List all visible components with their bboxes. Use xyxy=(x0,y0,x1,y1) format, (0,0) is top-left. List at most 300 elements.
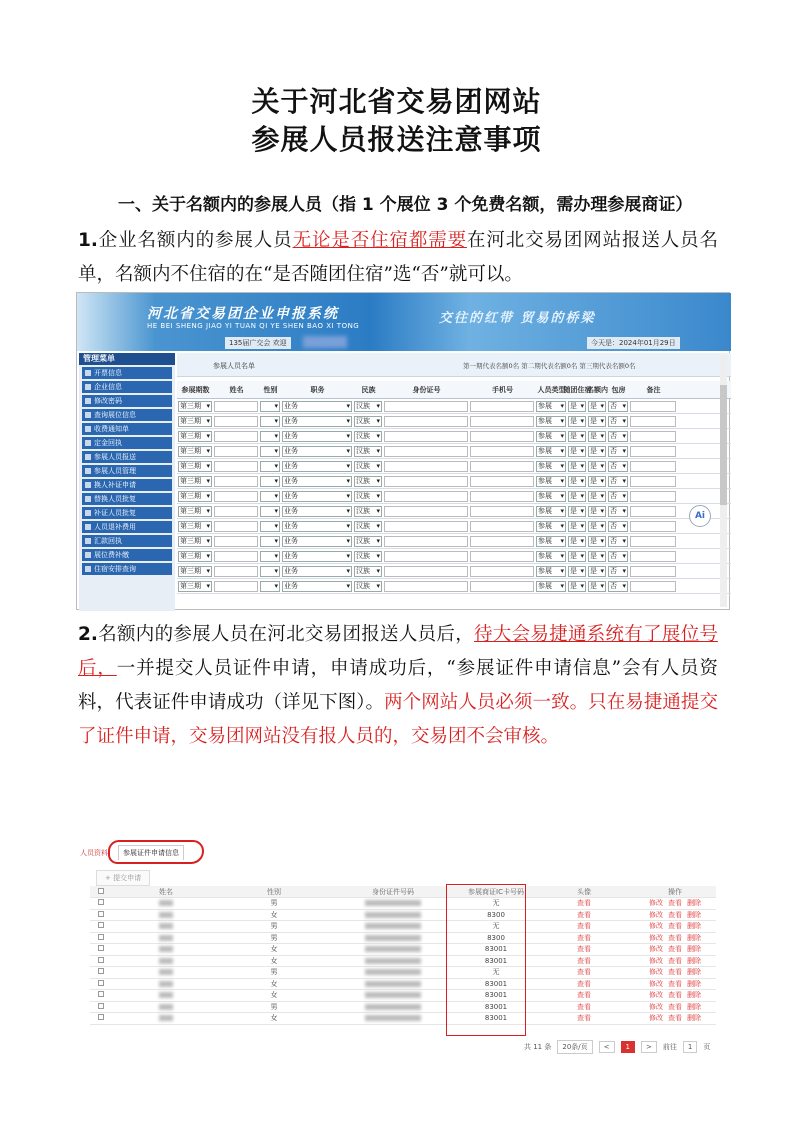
delete-link[interactable]: 删除 xyxy=(687,922,701,931)
ethnic-select[interactable]: 汉族 ▾ xyxy=(354,401,382,412)
redacted-id xyxy=(365,923,421,929)
name-input[interactable] xyxy=(214,431,258,442)
duty-select[interactable]: 业务 ▾ xyxy=(282,521,352,532)
name-input[interactable] xyxy=(214,446,258,457)
cell-name xyxy=(112,934,220,942)
quota-select[interactable]: 是 ▾ xyxy=(588,506,606,517)
delete-link[interactable]: 删除 xyxy=(687,945,701,954)
page-number-button[interactable]: 1 xyxy=(621,1041,635,1053)
grid-cell xyxy=(535,504,567,518)
view-link[interactable]: 查看 xyxy=(668,922,682,931)
cell xyxy=(90,991,112,999)
stay-select[interactable]: 是 ▾ xyxy=(568,401,586,412)
room-select[interactable]: 否 ▾ xyxy=(608,521,628,532)
view-avatar-link[interactable]: 查看 xyxy=(577,991,591,1000)
row-checkbox[interactable] xyxy=(98,899,104,905)
cell-actions xyxy=(634,967,716,977)
cell-actions xyxy=(634,944,716,954)
grid-header-cell: 人员类型 xyxy=(537,385,566,394)
period-select[interactable]: 第三期 ▾ xyxy=(178,416,212,427)
duty-select[interactable]: 业务 ▾ xyxy=(282,431,352,442)
grid-cell xyxy=(281,489,353,503)
name-input[interactable] xyxy=(214,461,258,472)
delete-link[interactable]: 删除 xyxy=(687,979,701,988)
delete-link[interactable]: 删除 xyxy=(687,968,701,977)
sidebar-item[interactable]: 替换人员批复 xyxy=(82,493,172,505)
type-select[interactable]: 参展 ▾ xyxy=(536,446,566,457)
ethnic-select[interactable]: 汉族 ▾ xyxy=(354,551,382,562)
stay-select[interactable]: 是 ▾ xyxy=(568,446,586,457)
phone-input[interactable] xyxy=(470,446,534,457)
room-select[interactable]: 否 ▾ xyxy=(608,506,628,517)
remark-input[interactable] xyxy=(630,566,676,577)
view-avatar-link[interactable]: 查看 xyxy=(577,933,591,942)
ethnic-select[interactable]: 汉族 ▾ xyxy=(354,476,382,487)
duty-select[interactable]: 业务 ▾ xyxy=(282,581,352,592)
ai-assistant-button[interactable]: Ai xyxy=(689,505,711,527)
name-input[interactable] xyxy=(214,581,258,592)
room-select[interactable]: 否 ▾ xyxy=(608,491,628,502)
redacted-name xyxy=(159,969,173,975)
duty-select[interactable]: 业务 ▾ xyxy=(282,461,352,472)
stay-select[interactable]: 是 ▾ xyxy=(568,536,586,547)
id-input[interactable] xyxy=(384,506,468,517)
name-input[interactable] xyxy=(214,521,258,532)
cell-id xyxy=(328,1003,458,1011)
id-input[interactable] xyxy=(384,521,468,532)
delete-link[interactable]: 删除 xyxy=(687,933,701,942)
view-avatar-link[interactable]: 查看 xyxy=(577,922,591,931)
remark-input[interactable] xyxy=(630,446,676,457)
gender-select[interactable] xyxy=(260,566,280,577)
cell-gender: 男 xyxy=(270,968,278,977)
view-link[interactable]: 查看 xyxy=(668,945,682,954)
sidebar-item[interactable]: 收费通知单 xyxy=(82,423,172,435)
period-select[interactable]: 第三期 ▾ xyxy=(178,446,212,457)
room-select[interactable]: 否 ▾ xyxy=(608,536,628,547)
period-select[interactable]: 第三期 ▾ xyxy=(178,491,212,502)
id-input[interactable] xyxy=(384,446,468,457)
grid-cell xyxy=(567,534,587,548)
type-select[interactable]: 参展 ▾ xyxy=(536,461,566,472)
tab-staff-list[interactable]: 参展人员名单 xyxy=(213,362,255,370)
delete-link[interactable]: 删除 xyxy=(687,899,701,908)
edit-link[interactable]: 修改 xyxy=(649,1002,663,1011)
room-select[interactable]: 否 ▾ xyxy=(608,461,628,472)
ethnic-select[interactable]: 汉族 ▾ xyxy=(354,416,382,427)
grid-row xyxy=(177,474,731,489)
remark-input[interactable] xyxy=(630,551,676,562)
remark-input[interactable] xyxy=(630,491,676,502)
view-link[interactable]: 查看 xyxy=(668,956,682,965)
ethnic-select[interactable]: 汉族 ▾ xyxy=(354,581,382,592)
delete-link[interactable]: 删除 xyxy=(687,910,701,919)
name-input[interactable] xyxy=(214,476,258,487)
edit-link[interactable]: 修改 xyxy=(649,1014,663,1023)
period-select[interactable]: 第三期 ▾ xyxy=(178,536,212,547)
gender-select[interactable] xyxy=(260,446,280,457)
sidebar-item[interactable]: 住宿安排查询 xyxy=(82,563,172,575)
row-checkbox[interactable] xyxy=(98,980,104,986)
delete-link[interactable]: 删除 xyxy=(687,1014,701,1023)
duty-select[interactable]: 业务 ▾ xyxy=(282,551,352,562)
remark-input[interactable] xyxy=(630,476,676,487)
cell-name xyxy=(112,1014,220,1022)
grid-cell xyxy=(383,399,469,413)
table-header-cell: 操作 xyxy=(668,887,682,896)
room-select[interactable]: 否 ▾ xyxy=(608,476,628,487)
tab-staff-info[interactable]: 人员资料 xyxy=(80,849,108,857)
card-number: 83001 xyxy=(484,956,508,965)
quota-select[interactable]: 是 ▾ xyxy=(588,536,606,547)
tab-certificate-applications[interactable]: 参展证件申请信息 xyxy=(118,845,184,860)
row-checkbox[interactable] xyxy=(98,922,104,928)
period-select[interactable]: 第三期 ▾ xyxy=(178,461,212,472)
id-input[interactable] xyxy=(384,536,468,547)
row-checkbox[interactable] xyxy=(98,1003,104,1009)
sidebar-item[interactable]: 汇款回执 xyxy=(82,535,172,547)
card-number: 83001 xyxy=(484,1014,508,1023)
sidebar-item[interactable]: 补证人员批复 xyxy=(82,507,172,519)
type-select[interactable]: 参展 ▾ xyxy=(536,551,566,562)
cell-avatar xyxy=(534,944,634,954)
cell-name xyxy=(112,922,220,930)
gender-select[interactable] xyxy=(260,416,280,427)
room-select[interactable]: 否 ▾ xyxy=(608,551,628,562)
cell-gender: 女 xyxy=(270,956,278,965)
phone-input[interactable] xyxy=(470,416,534,427)
duty-select[interactable]: 业务 ▾ xyxy=(282,401,352,412)
id-input[interactable] xyxy=(384,401,468,412)
grid-cell xyxy=(567,579,587,593)
type-select[interactable]: 参展 ▾ xyxy=(536,476,566,487)
view-link[interactable]: 查看 xyxy=(668,910,682,919)
gender-select[interactable] xyxy=(260,461,280,472)
grid-cell xyxy=(629,429,677,443)
submit-application-button[interactable]: + 提交申请 xyxy=(96,870,150,886)
ethnic-select[interactable]: 汉族 ▾ xyxy=(354,461,382,472)
redacted-id xyxy=(365,935,421,941)
row-checkbox[interactable] xyxy=(98,945,104,951)
edit-link[interactable]: 修改 xyxy=(649,922,663,931)
prev-page-button[interactable]: < xyxy=(599,1041,615,1053)
stay-select[interactable]: 是 ▾ xyxy=(568,521,586,532)
stay-select[interactable]: 是 ▾ xyxy=(568,476,586,487)
phone-input[interactable] xyxy=(470,521,534,532)
remark-input[interactable] xyxy=(630,461,676,472)
stay-select[interactable]: 是 ▾ xyxy=(568,581,586,592)
remark-input[interactable] xyxy=(630,506,676,517)
type-select[interactable]: 参展 ▾ xyxy=(536,416,566,427)
edit-link[interactable]: 修改 xyxy=(649,956,663,965)
sidebar-item[interactable]: 展位费补缴 xyxy=(82,549,172,561)
quota-select[interactable]: 是 ▾ xyxy=(588,461,606,472)
cell xyxy=(90,911,112,919)
remark-input[interactable] xyxy=(630,581,676,592)
next-page-button[interactable]: > xyxy=(641,1041,657,1053)
sidebar-item[interactable]: 企业信息 xyxy=(82,381,172,393)
ethnic-select[interactable]: 汉族 ▾ xyxy=(354,536,382,547)
quota-select[interactable]: 是 ▾ xyxy=(588,491,606,502)
edit-link[interactable]: 修改 xyxy=(649,910,663,919)
period-select[interactable]: 第三期 ▾ xyxy=(178,566,212,577)
cell-actions xyxy=(634,910,716,920)
period-select[interactable]: 第三期 ▾ xyxy=(178,506,212,517)
grid-cell xyxy=(587,564,607,578)
phone-input[interactable] xyxy=(470,461,534,472)
room-select[interactable]: 否 ▾ xyxy=(608,446,628,457)
row-checkbox[interactable] xyxy=(98,957,104,963)
period-select[interactable]: 第三期 ▾ xyxy=(178,581,212,592)
ethnic-select[interactable]: 汉族 ▾ xyxy=(354,566,382,577)
phone-input[interactable] xyxy=(470,566,534,577)
name-input[interactable] xyxy=(214,401,258,412)
cell-avatar xyxy=(534,1002,634,1012)
grid-cell xyxy=(281,519,353,533)
grid-cell xyxy=(567,489,587,503)
stay-select[interactable]: 是 ▾ xyxy=(568,491,586,502)
edit-link[interactable]: 修改 xyxy=(649,991,663,1000)
view-avatar-link[interactable]: 查看 xyxy=(577,956,591,965)
row-checkbox[interactable] xyxy=(98,934,104,940)
gender-select[interactable] xyxy=(260,431,280,442)
grid-cell xyxy=(383,429,469,443)
sidebar-item[interactable]: 修改密码 xyxy=(82,395,172,407)
stay-select[interactable]: 是 ▾ xyxy=(568,506,586,517)
room-select[interactable]: 否 ▾ xyxy=(608,401,628,412)
table-row xyxy=(90,990,716,1002)
stay-select[interactable]: 是 ▾ xyxy=(568,416,586,427)
duty-select[interactable]: 业务 ▾ xyxy=(282,416,352,427)
edit-link[interactable]: 修改 xyxy=(649,899,663,908)
id-input[interactable] xyxy=(384,476,468,487)
duty-select[interactable]: 业务 ▾ xyxy=(282,566,352,577)
id-input[interactable] xyxy=(384,431,468,442)
ethnic-select[interactable]: 汉族 ▾ xyxy=(354,506,382,517)
scrollbar[interactable] xyxy=(720,355,727,607)
phone-input[interactable] xyxy=(470,536,534,547)
grid-header-cell: 身份证号 xyxy=(412,385,441,394)
cell xyxy=(90,968,112,976)
row-checkbox[interactable] xyxy=(98,911,104,917)
phone-input[interactable] xyxy=(470,551,534,562)
row-checkbox[interactable] xyxy=(98,991,104,997)
ethnic-select[interactable]: 汉族 ▾ xyxy=(354,446,382,457)
phone-input[interactable] xyxy=(470,491,534,502)
remark-input[interactable] xyxy=(630,431,676,442)
edit-link[interactable]: 修改 xyxy=(649,979,663,988)
period-select[interactable]: 第三期 ▾ xyxy=(178,476,212,487)
stay-select[interactable]: 是 ▾ xyxy=(568,551,586,562)
sidebar-item[interactable]: 参展人员报送 xyxy=(82,451,172,463)
id-input[interactable] xyxy=(384,566,468,577)
ethnic-select[interactable]: 汉族 ▾ xyxy=(354,521,382,532)
grid-cell xyxy=(281,504,353,518)
room-select[interactable]: 否 ▾ xyxy=(608,416,628,427)
quota-select[interactable]: 是 ▾ xyxy=(588,521,606,532)
type-select[interactable]: 参展 ▾ xyxy=(536,521,566,532)
gender-select[interactable] xyxy=(260,551,280,562)
quota-select[interactable]: 是 ▾ xyxy=(588,566,606,577)
row-checkbox[interactable] xyxy=(98,968,104,974)
view-link[interactable]: 查看 xyxy=(668,968,682,977)
view-link[interactable]: 查看 xyxy=(668,899,682,908)
grid-cell xyxy=(607,579,629,593)
remark-input[interactable] xyxy=(630,536,676,547)
gender-select[interactable] xyxy=(260,536,280,547)
cell-avatar xyxy=(534,910,634,920)
delete-link[interactable]: 删除 xyxy=(687,991,701,1000)
card-number: 无 xyxy=(492,922,500,931)
grid-cell xyxy=(177,459,213,473)
period-select[interactable]: 第三期 ▾ xyxy=(178,401,212,412)
type-select[interactable]: 参展 ▾ xyxy=(536,431,566,442)
duty-select[interactable]: 业务 ▾ xyxy=(282,446,352,457)
quota-select[interactable]: 是 ▾ xyxy=(588,416,606,427)
quota-select[interactable]: 是 ▾ xyxy=(588,476,606,487)
delete-link[interactable]: 删除 xyxy=(687,1002,701,1011)
period-select[interactable]: 第三期 ▾ xyxy=(178,431,212,442)
scrollbar-thumb[interactable] xyxy=(720,385,727,505)
stay-select[interactable]: 是 ▾ xyxy=(568,431,586,442)
grid-cell xyxy=(383,534,469,548)
gender-select[interactable] xyxy=(260,581,280,592)
quota-select[interactable]: 是 ▾ xyxy=(588,551,606,562)
row-checkbox[interactable] xyxy=(98,1014,104,1020)
quota-select[interactable]: 是 ▾ xyxy=(588,446,606,457)
remark-input[interactable] xyxy=(630,521,676,532)
phone-input[interactable] xyxy=(470,431,534,442)
phone-input[interactable] xyxy=(470,506,534,517)
delete-link[interactable]: 删除 xyxy=(687,956,701,965)
view-link[interactable]: 查看 xyxy=(668,1002,682,1011)
quota-select[interactable]: 是 ▾ xyxy=(588,401,606,412)
id-input[interactable] xyxy=(384,551,468,562)
view-link[interactable]: 查看 xyxy=(668,933,682,942)
name-input[interactable] xyxy=(214,566,258,577)
name-input[interactable] xyxy=(214,536,258,547)
sidebar-item[interactable]: 参展人员管理 xyxy=(82,465,172,477)
grid-cell xyxy=(177,504,213,518)
grid-cell xyxy=(259,429,281,443)
remark-input[interactable] xyxy=(630,401,676,412)
view-avatar-link[interactable]: 查看 xyxy=(577,1002,591,1011)
room-select[interactable]: 否 ▾ xyxy=(608,581,628,592)
phone-input[interactable] xyxy=(470,401,534,412)
duty-select[interactable]: 业务 ▾ xyxy=(282,491,352,502)
gender-select[interactable] xyxy=(260,521,280,532)
id-input[interactable] xyxy=(384,581,468,592)
name-input[interactable] xyxy=(214,551,258,562)
sidebar-item[interactable]: 查询展位信息 xyxy=(82,409,172,421)
phone-input[interactable] xyxy=(470,476,534,487)
grid-cell xyxy=(213,549,259,563)
id-input[interactable] xyxy=(384,416,468,427)
grid-header-cell: 包房 xyxy=(611,385,626,394)
duty-select[interactable]: 业务 ▾ xyxy=(282,506,352,517)
type-select[interactable]: 参展 ▾ xyxy=(536,491,566,502)
sidebar-item[interactable]: 开票信息 xyxy=(82,367,172,379)
grid-cell xyxy=(469,504,535,518)
view-avatar-link[interactable]: 查看 xyxy=(577,968,591,977)
type-select[interactable]: 参展 ▾ xyxy=(536,401,566,412)
view-avatar-link[interactable]: 查看 xyxy=(577,910,591,919)
edit-link[interactable]: 修改 xyxy=(649,945,663,954)
gender-select[interactable] xyxy=(260,401,280,412)
grid-cell xyxy=(607,489,629,503)
cell-gender: 女 xyxy=(270,991,278,1000)
stay-select[interactable]: 是 ▾ xyxy=(568,566,586,577)
gender-select[interactable] xyxy=(260,506,280,517)
page-size-select[interactable]: 20条/页 xyxy=(557,1040,592,1054)
type-select[interactable]: 参展 ▾ xyxy=(536,536,566,547)
grid-cell xyxy=(353,549,383,563)
goto-page-input[interactable]: 1 xyxy=(683,1041,697,1053)
ethnic-select[interactable]: 汉族 ▾ xyxy=(354,491,382,502)
quota-select[interactable]: 是 ▾ xyxy=(588,581,606,592)
duty-select[interactable]: 业务 ▾ xyxy=(282,476,352,487)
grid-cell xyxy=(353,429,383,443)
duty-select[interactable]: 业务 ▾ xyxy=(282,536,352,547)
view-link[interactable]: 查看 xyxy=(668,979,682,988)
gender-select[interactable] xyxy=(260,491,280,502)
grid-row xyxy=(177,444,731,459)
view-avatar-link[interactable]: 查看 xyxy=(577,945,591,954)
name-input[interactable] xyxy=(214,491,258,502)
gender-select[interactable] xyxy=(260,476,280,487)
view-link[interactable]: 查看 xyxy=(668,1014,682,1023)
grid-cell xyxy=(469,399,535,413)
type-select[interactable]: 参展 ▾ xyxy=(536,581,566,592)
cell-id xyxy=(328,1014,458,1022)
view-avatar-link[interactable]: 查看 xyxy=(577,1014,591,1023)
room-select[interactable]: 否 ▾ xyxy=(608,431,628,442)
name-input[interactable] xyxy=(214,506,258,517)
grid-cell xyxy=(383,414,469,428)
id-input[interactable] xyxy=(384,461,468,472)
grid-cell xyxy=(607,519,629,533)
phone-input[interactable] xyxy=(470,581,534,592)
view-avatar-link[interactable]: 查看 xyxy=(577,899,591,908)
id-input[interactable] xyxy=(384,491,468,502)
sidebar-item[interactable]: 换人补证申请 xyxy=(82,479,172,491)
name-input[interactable] xyxy=(214,416,258,427)
paragraph-text: 名额内的参展人员在河北交易团报送人员后， xyxy=(97,624,474,645)
select-all-checkbox[interactable] xyxy=(98,888,104,894)
view-avatar-link[interactable]: 查看 xyxy=(577,979,591,988)
quota-select[interactable]: 是 ▾ xyxy=(588,431,606,442)
type-select[interactable]: 参展 ▾ xyxy=(536,566,566,577)
room-select[interactable]: 否 ▾ xyxy=(608,566,628,577)
ethnic-select[interactable]: 汉族 ▾ xyxy=(354,431,382,442)
sidebar-item[interactable]: 定金回执 xyxy=(82,437,172,449)
stay-select[interactable]: 是 ▾ xyxy=(568,461,586,472)
view-link[interactable]: 查看 xyxy=(668,991,682,1000)
grid-cell xyxy=(629,534,677,548)
period-select[interactable]: 第三期 ▾ xyxy=(178,551,212,562)
card-number: 83001 xyxy=(484,1002,508,1011)
type-select[interactable]: 参展 ▾ xyxy=(536,506,566,517)
grid-cell xyxy=(281,549,353,563)
card-number: 无 xyxy=(492,899,500,908)
redacted-name xyxy=(159,1015,173,1021)
remark-input[interactable] xyxy=(630,416,676,427)
sidebar-item[interactable]: 人员退补费用 xyxy=(82,521,172,533)
grid-cell xyxy=(259,579,281,593)
edit-link[interactable]: 修改 xyxy=(649,968,663,977)
period-select[interactable]: 第三期 ▾ xyxy=(178,521,212,532)
edit-link[interactable]: 修改 xyxy=(649,933,663,942)
